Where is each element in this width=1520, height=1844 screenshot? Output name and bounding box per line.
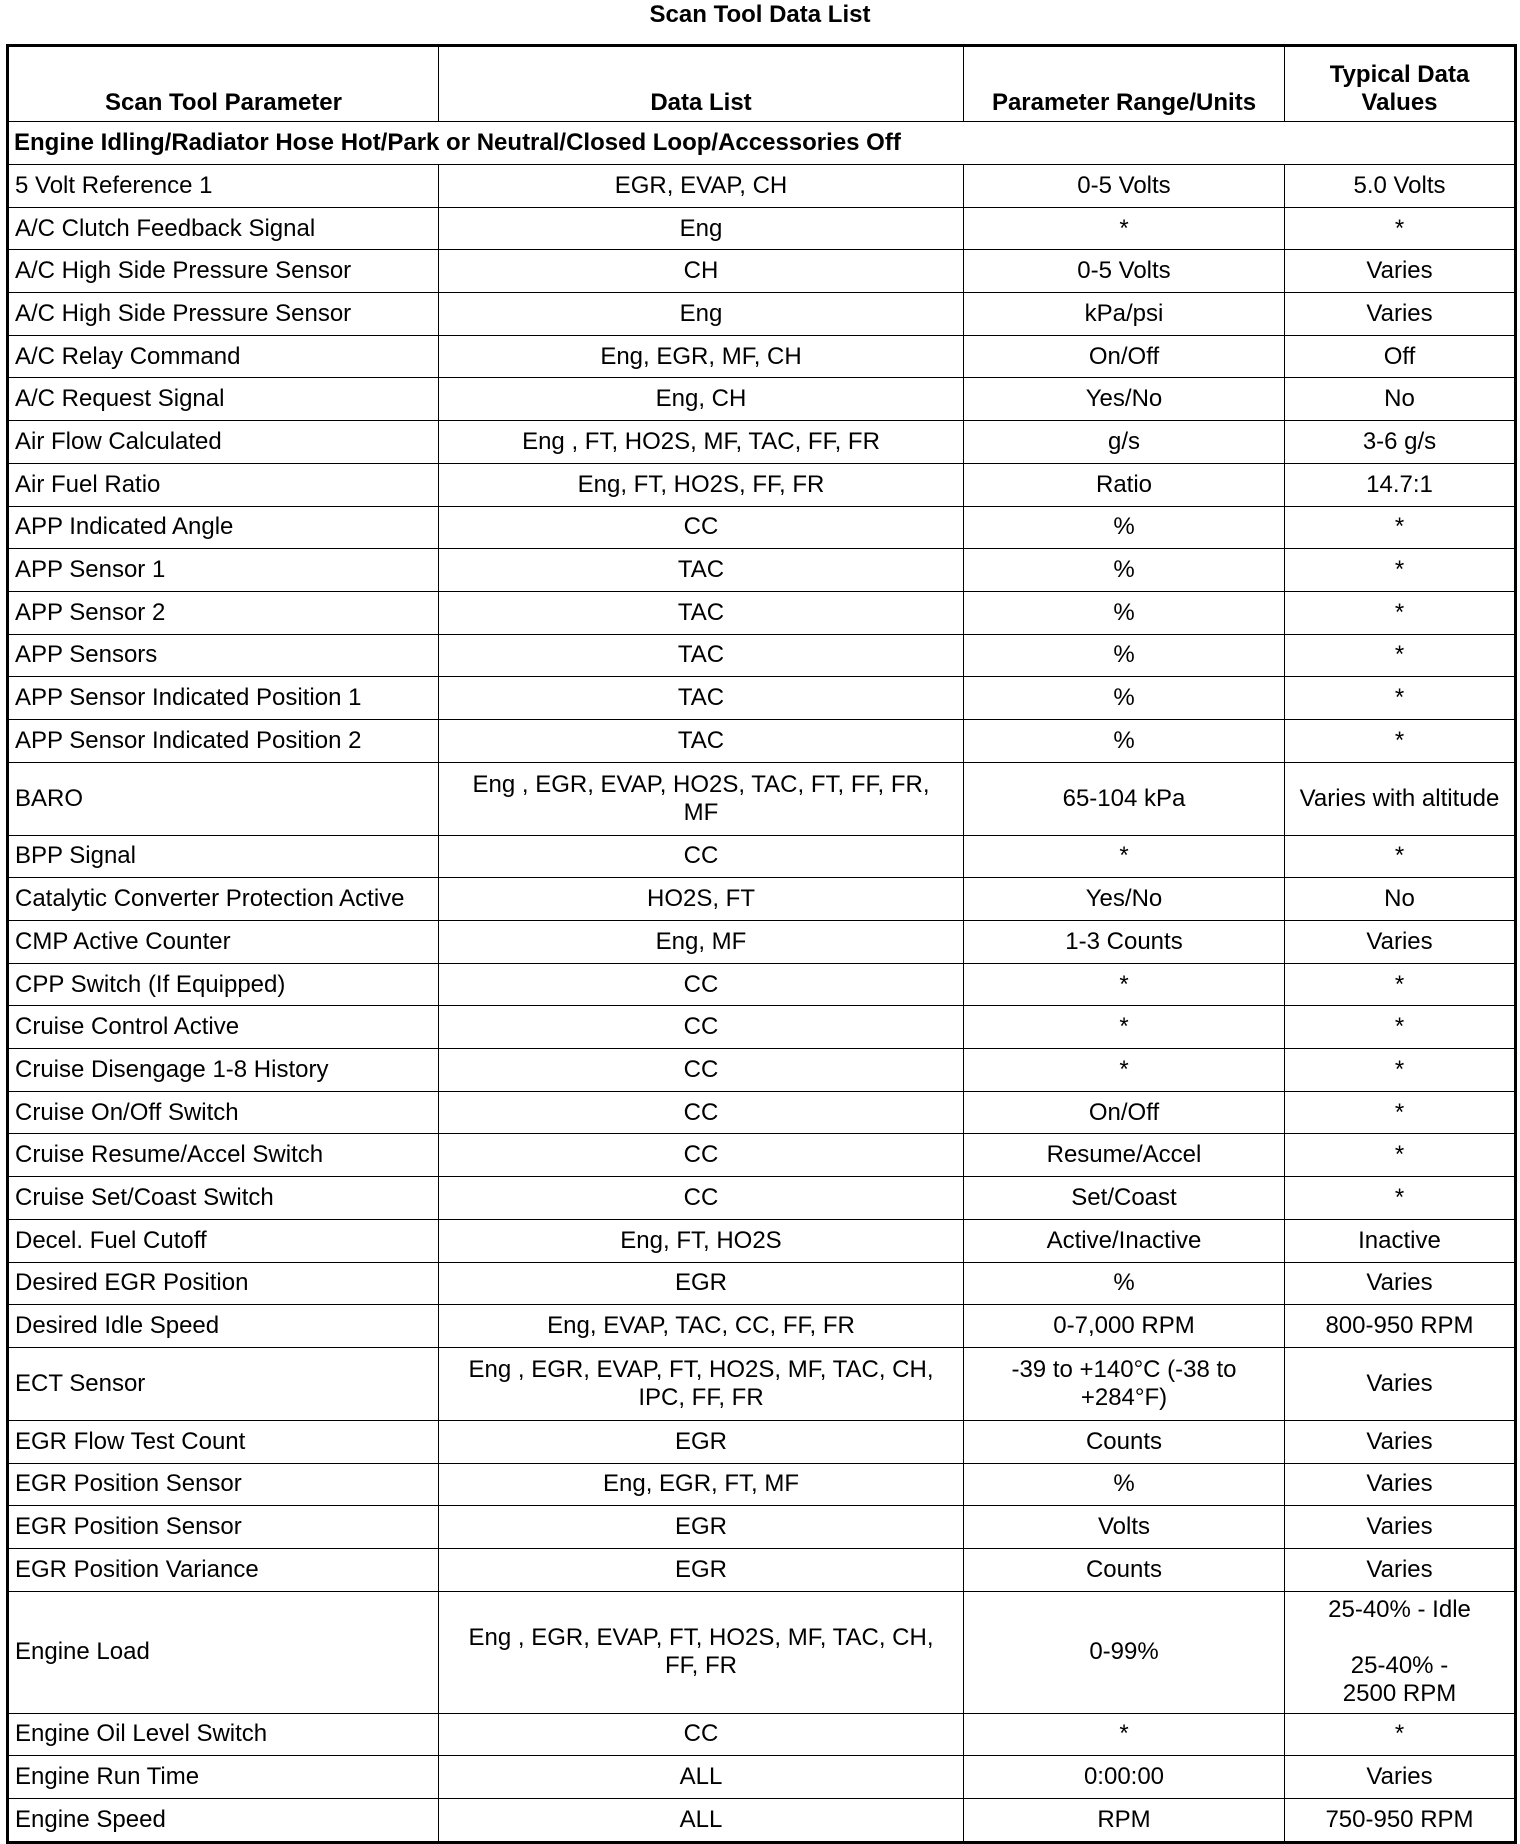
cell-typical: 14.7:1 xyxy=(1285,463,1516,506)
cell-typical: 750-950 RPM xyxy=(1285,1799,1516,1843)
cell-parameter: APP Sensor Indicated Position 2 xyxy=(8,719,439,762)
cell-typical: Varies xyxy=(1285,1420,1516,1463)
cell-data-list: CC xyxy=(439,1049,964,1092)
cell-typical: Varies xyxy=(1285,293,1516,336)
cell-data-list: Eng, EVAP, TAC, CC, FF, FR xyxy=(439,1305,964,1348)
cell-typical: Varies xyxy=(1285,1262,1516,1305)
cell-typical: * xyxy=(1285,1177,1516,1220)
cell-parameter: EGR Position Sensor xyxy=(8,1506,439,1549)
header-typical: Typical Data Values xyxy=(1285,46,1516,122)
cell-parameter: A/C High Side Pressure Sensor xyxy=(8,293,439,336)
cell-parameter: APP Sensor 2 xyxy=(8,591,439,634)
cell-range: 0-7,000 RPM xyxy=(964,1305,1285,1348)
cell-range: 0-99% xyxy=(964,1591,1285,1713)
table-row xyxy=(8,1219,1516,1262)
cell-data-list: CC xyxy=(439,835,964,878)
cell-range: Counts xyxy=(964,1420,1285,1463)
cell-parameter: APP Sensors xyxy=(8,634,439,677)
cell-parameter: EGR Flow Test Count xyxy=(8,1420,439,1463)
table-row xyxy=(8,293,1516,336)
cell-parameter: CMP Active Counter xyxy=(8,921,439,964)
cell-range: Counts xyxy=(964,1548,1285,1591)
table-row xyxy=(8,506,1516,549)
cell-parameter: 5 Volt Reference 1 xyxy=(8,165,439,208)
cell-data-list: CH xyxy=(439,250,964,293)
cell-data-list: HO2S, FT xyxy=(439,878,964,921)
cell-range: * xyxy=(964,1006,1285,1049)
cell-range: g/s xyxy=(964,421,1285,464)
cell-typical: 800-950 RPM xyxy=(1285,1305,1516,1348)
cell-parameter: APP Indicated Angle xyxy=(8,506,439,549)
cell-parameter: A/C High Side Pressure Sensor xyxy=(8,250,439,293)
header-data-list: Data List xyxy=(439,46,964,122)
cell-typical: * xyxy=(1285,549,1516,592)
cell-data-list: EGR, EVAP, CH xyxy=(439,165,964,208)
cell-typical: * xyxy=(1285,1134,1516,1177)
cell-range: Yes/No xyxy=(964,378,1285,421)
cell-data-list: Eng xyxy=(439,293,964,336)
cell-range: 0-5 Volts xyxy=(964,250,1285,293)
cell-parameter: A/C Relay Command xyxy=(8,335,439,378)
cell-range: * xyxy=(964,963,1285,1006)
cell-parameter: Air Flow Calculated xyxy=(8,421,439,464)
cell-parameter: Cruise On/Off Switch xyxy=(8,1091,439,1134)
cell-typical: Inactive xyxy=(1285,1219,1516,1262)
cell-range: Active/Inactive xyxy=(964,1219,1285,1262)
cell-range: Resume/Accel xyxy=(964,1134,1285,1177)
cell-typical: * xyxy=(1285,591,1516,634)
cell-data-list: CC xyxy=(439,1091,964,1134)
cell-data-list: EGR xyxy=(439,1506,964,1549)
cell-range: On/Off xyxy=(964,335,1285,378)
cell-range: Yes/No xyxy=(964,878,1285,921)
cell-data-list: Eng , FT, HO2S, MF, TAC, FF, FR xyxy=(439,421,964,464)
cell-data-list: Eng , EGR, EVAP, FT, HO2S, MF, TAC, CH, IPC, FF, FR xyxy=(439,1347,964,1420)
table-row xyxy=(8,421,1516,464)
table-row xyxy=(8,335,1516,378)
cell-parameter: EGR Position Sensor xyxy=(8,1463,439,1506)
table-row xyxy=(8,1420,1516,1463)
cell-data-list: Eng, FT, HO2S xyxy=(439,1219,964,1262)
cell-parameter: Cruise Set/Coast Switch xyxy=(8,1177,439,1220)
table-row xyxy=(8,835,1516,878)
cell-range: % xyxy=(964,719,1285,762)
cell-range: Ratio xyxy=(964,463,1285,506)
table-row xyxy=(8,677,1516,720)
cell-typical: Varies xyxy=(1285,1548,1516,1591)
cell-typical: * xyxy=(1285,835,1516,878)
cell-data-list: Eng, EGR, MF, CH xyxy=(439,335,964,378)
cell-range: * xyxy=(964,835,1285,878)
cell-data-list: EGR xyxy=(439,1262,964,1305)
scan-tool-data-table xyxy=(6,44,1517,1844)
section-title: Engine Idling/Radiator Hose Hot/Park or Neutral/Closed Loop/Accessories Off xyxy=(8,122,1516,165)
cell-parameter: Engine Speed xyxy=(8,1799,439,1843)
cell-typical: * xyxy=(1285,719,1516,762)
cell-range: 1-3 Counts xyxy=(964,921,1285,964)
cell-parameter: Catalytic Converter Protection Active xyxy=(8,878,439,921)
cell-typical: Varies xyxy=(1285,250,1516,293)
cell-parameter: Desired EGR Position xyxy=(8,1262,439,1305)
cell-typical: Varies xyxy=(1285,1463,1516,1506)
cell-range: % xyxy=(964,677,1285,720)
section-row xyxy=(8,122,1516,165)
page-title: Scan Tool Data List xyxy=(649,1,871,28)
table-row xyxy=(8,762,1516,835)
cell-data-list: TAC xyxy=(439,634,964,677)
cell-data-list: CC xyxy=(439,1713,964,1756)
cell-parameter: Cruise Disengage 1-8 History xyxy=(8,1049,439,1092)
table-row xyxy=(8,963,1516,1006)
cell-data-list: Eng , EGR, EVAP, HO2S, TAC, FT, FF, FR, MF xyxy=(439,762,964,835)
table-row xyxy=(8,921,1516,964)
cell-data-list: TAC xyxy=(439,677,964,720)
table-row xyxy=(8,1262,1516,1305)
cell-typical: 25-40% - Idle 25-40% - 2500 RPM xyxy=(1285,1591,1516,1713)
cell-typical: * xyxy=(1285,677,1516,720)
cell-range: * xyxy=(964,207,1285,250)
table-row xyxy=(8,1713,1516,1756)
cell-range: % xyxy=(964,591,1285,634)
cell-parameter: Engine Oil Level Switch xyxy=(8,1713,439,1756)
cell-typical: No xyxy=(1285,878,1516,921)
cell-data-list: CC xyxy=(439,506,964,549)
table-row xyxy=(8,1091,1516,1134)
cell-data-list: CC xyxy=(439,963,964,1006)
table-row xyxy=(8,1347,1516,1420)
table-row xyxy=(8,719,1516,762)
cell-parameter: BARO xyxy=(8,762,439,835)
cell-parameter: A/C Request Signal xyxy=(8,378,439,421)
header-row xyxy=(8,46,1516,122)
table-row xyxy=(8,1506,1516,1549)
cell-typical: * xyxy=(1285,1006,1516,1049)
cell-range: Volts xyxy=(964,1506,1285,1549)
cell-range: % xyxy=(964,506,1285,549)
cell-data-list: EGR xyxy=(439,1548,964,1591)
table-row xyxy=(8,591,1516,634)
cell-data-list: Eng , EGR, EVAP, FT, HO2S, MF, TAC, CH, FF, FR xyxy=(439,1591,964,1713)
cell-data-list: TAC xyxy=(439,591,964,634)
cell-typical: * xyxy=(1285,1713,1516,1756)
cell-data-list: Eng, CH xyxy=(439,378,964,421)
cell-parameter: Engine Run Time xyxy=(8,1756,439,1799)
table-row xyxy=(8,165,1516,208)
cell-range: Set/Coast xyxy=(964,1177,1285,1220)
cell-range: 0-5 Volts xyxy=(964,165,1285,208)
cell-typical: Varies xyxy=(1285,1506,1516,1549)
cell-data-list: Eng, MF xyxy=(439,921,964,964)
table-row xyxy=(8,1305,1516,1348)
cell-parameter: Engine Load xyxy=(8,1591,439,1713)
cell-typical: Varies xyxy=(1285,921,1516,964)
cell-range: * xyxy=(964,1713,1285,1756)
cell-data-list: Eng, EGR, FT, MF xyxy=(439,1463,964,1506)
cell-range: % xyxy=(964,1463,1285,1506)
cell-range: -39 to +140°C (-38 to +284°F) xyxy=(964,1347,1285,1420)
cell-range: * xyxy=(964,1049,1285,1092)
cell-range: % xyxy=(964,549,1285,592)
cell-typical: Varies xyxy=(1285,1756,1516,1799)
table-row xyxy=(8,463,1516,506)
cell-data-list: EGR xyxy=(439,1420,964,1463)
cell-data-list: CC xyxy=(439,1134,964,1177)
cell-data-list: ALL xyxy=(439,1756,964,1799)
cell-range: kPa/psi xyxy=(964,293,1285,336)
cell-typical: Off xyxy=(1285,335,1516,378)
header-parameter: Scan Tool Parameter xyxy=(8,46,439,122)
cell-parameter: ECT Sensor xyxy=(8,1347,439,1420)
cell-typical: * xyxy=(1285,207,1516,250)
cell-parameter: APP Sensor 1 xyxy=(8,549,439,592)
table-row xyxy=(8,878,1516,921)
table-row xyxy=(8,207,1516,250)
cell-range: On/Off xyxy=(964,1091,1285,1134)
cell-parameter: CPP Switch (If Equipped) xyxy=(8,963,439,1006)
cell-parameter: Decel. Fuel Cutoff xyxy=(8,1219,439,1262)
cell-data-list: TAC xyxy=(439,719,964,762)
table-row xyxy=(8,1006,1516,1049)
cell-parameter: EGR Position Variance xyxy=(8,1548,439,1591)
cell-range: RPM xyxy=(964,1799,1285,1843)
cell-parameter: Air Fuel Ratio xyxy=(8,463,439,506)
cell-typical: 3-6 g/s xyxy=(1285,421,1516,464)
cell-typical: 5.0 Volts xyxy=(1285,165,1516,208)
cell-typical: Varies with altitude xyxy=(1285,762,1516,835)
cell-typical: * xyxy=(1285,506,1516,549)
cell-parameter: APP Sensor Indicated Position 1 xyxy=(8,677,439,720)
cell-typical: * xyxy=(1285,634,1516,677)
table-row xyxy=(8,250,1516,293)
table-row xyxy=(8,549,1516,592)
cell-parameter: Cruise Resume/Accel Switch xyxy=(8,1134,439,1177)
cell-typical: No xyxy=(1285,378,1516,421)
cell-range: 0:00:00 xyxy=(964,1756,1285,1799)
table-row xyxy=(8,378,1516,421)
cell-data-list: CC xyxy=(439,1006,964,1049)
cell-typical: Varies xyxy=(1285,1347,1516,1420)
cell-data-list: Eng, FT, HO2S, FF, FR xyxy=(439,463,964,506)
cell-typical: * xyxy=(1285,963,1516,1006)
cell-parameter: A/C Clutch Feedback Signal xyxy=(8,207,439,250)
cell-data-list: ALL xyxy=(439,1799,964,1843)
table-row xyxy=(8,1177,1516,1220)
table-row xyxy=(8,1463,1516,1506)
table-row xyxy=(8,1591,1516,1713)
table-row xyxy=(8,1548,1516,1591)
cell-typical: * xyxy=(1285,1091,1516,1134)
cell-range: 65-104 kPa xyxy=(964,762,1285,835)
table-row xyxy=(8,634,1516,677)
cell-data-list: TAC xyxy=(439,549,964,592)
cell-typical: * xyxy=(1285,1049,1516,1092)
cell-parameter: Desired Idle Speed xyxy=(8,1305,439,1348)
cell-range: % xyxy=(964,1262,1285,1305)
table-row xyxy=(8,1049,1516,1092)
cell-parameter: BPP Signal xyxy=(8,835,439,878)
cell-data-list: CC xyxy=(439,1177,964,1220)
cell-parameter: Cruise Control Active xyxy=(8,1006,439,1049)
header-range: Parameter Range/Units xyxy=(964,46,1285,122)
cell-data-list: Eng xyxy=(439,207,964,250)
table-row xyxy=(8,1756,1516,1799)
table-row xyxy=(8,1134,1516,1177)
cell-range: % xyxy=(964,634,1285,677)
